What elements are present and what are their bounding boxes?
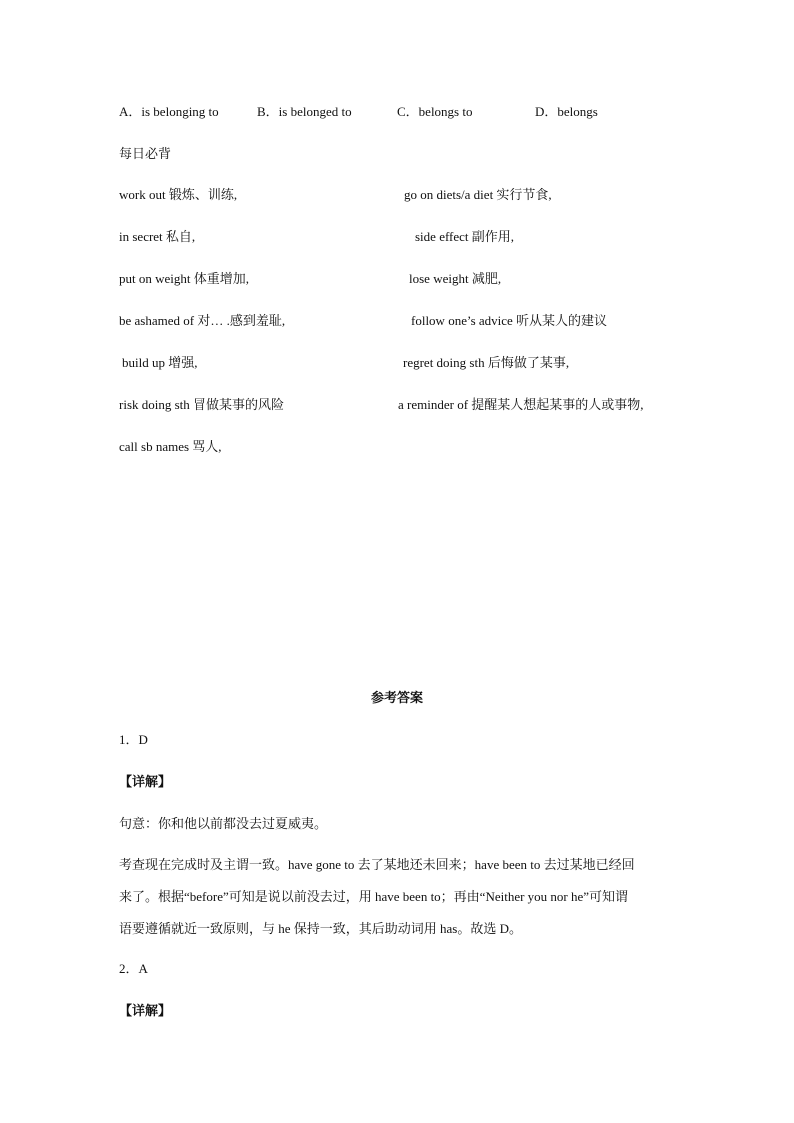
vocab-left: in secret 私自,: [119, 229, 196, 244]
vocab-right: lose weight 减肥,: [409, 271, 502, 286]
option-b: B．is belonged to: [257, 104, 352, 119]
daily-heading: 每日必背: [119, 146, 172, 161]
vocab-right: go on diets/a diet 实行节食,: [404, 187, 552, 202]
option-a: A．is belonging to: [119, 104, 219, 119]
explanation-line: 考查现在完成时及主谓一致。have gone to 去了某地还未回来；have been to 去过某地已经回: [119, 857, 635, 872]
vocab-left: call sb names 骂人,: [119, 439, 222, 454]
explanation-line: 句意：你和他以前都没去过夏威夷。: [119, 816, 328, 831]
vocab-left: build up 增强,: [122, 355, 198, 370]
option-d: D．belongs: [535, 104, 598, 119]
detail-label: 【详解】: [119, 1003, 172, 1018]
answer-number: 2．A: [119, 961, 148, 976]
vocab-right: a reminder of 提醒某人想起某事的人或事物,: [398, 397, 644, 412]
vocab-right: regret doing sth 后悔做了某事,: [403, 355, 570, 370]
explanation-line: 语要遵循就近一致原则，与 he 保持一致，其后助动词用 has。故选 D。: [119, 921, 522, 936]
vocab-left: be ashamed of 对… .感到羞耻,: [119, 313, 286, 328]
explanation-line: 来了。根据“before”可知是说以前没去过，用 have been to；再由“Neither you nor he”可知谓: [119, 889, 629, 904]
vocab-right: follow one’s advice 听从某人的建议: [411, 313, 608, 328]
answers-title: 参考答案: [370, 690, 423, 705]
vocab-left: risk doing sth 冒做某事的风险: [119, 397, 285, 412]
vocab-left: put on weight 体重增加,: [119, 271, 249, 286]
vocab-left: work out 锻炼、训练,: [119, 187, 238, 202]
option-c: C．belongs to: [397, 104, 473, 119]
vocab-right: side effect 副作用,: [415, 229, 515, 244]
answer-number: 1．D: [119, 732, 148, 747]
detail-label: 【详解】: [119, 774, 172, 789]
